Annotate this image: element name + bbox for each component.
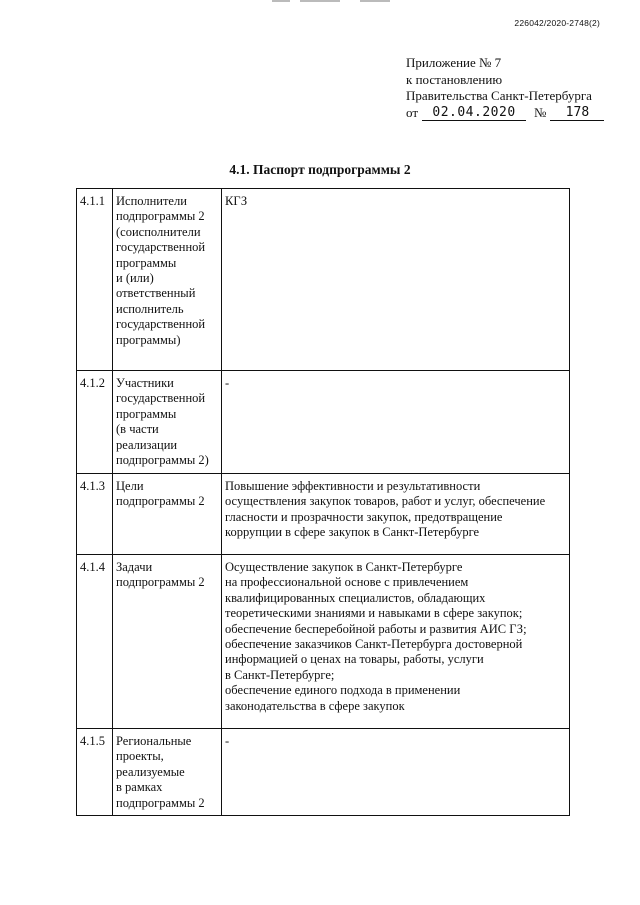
appendix-title: Приложение № 7 — [406, 55, 502, 70]
number-prefix: № — [534, 104, 547, 120]
resolution-number: 178 — [550, 106, 604, 121]
row-name: Исполнители подпрограммы 2 (соисполнители государственной программы и (или) ответственный исполнитель государственной программы) — [113, 189, 222, 371]
table-row — [77, 371, 570, 474]
appendix-resolution: к постановлению — [406, 71, 503, 87]
row-value: Осуществление закупок в Санкт-Петербурге на профессиональной основе с привлечением квалифицированных специалистов, обладающих теоретическими знаниями и навыками в сфере закупок; обеспечение бесперебойной работы и развития АИС ГЗ; обеспечение заказчиков Санкт-Петербурга достоверной информацией о ценах на товары, работы, услуги в Санкт-Петербурге; обеспечение единого подхода в применении законодательства в сфере закупок — [222, 555, 570, 729]
table-row — [77, 189, 570, 371]
row-value: - — [222, 729, 570, 816]
row-number: 4.1.5 — [77, 729, 113, 816]
appendix-government: Правительства Санкт-Петербурга — [406, 88, 592, 103]
row-value: КГЗ — [222, 189, 570, 371]
row-name: Задачи подпрограммы 2 — [113, 555, 222, 729]
row-number: 4.1.2 — [77, 371, 113, 474]
page-title: 4.1. Паспорт подпрограммы 2 — [229, 162, 411, 177]
row-name: Региональные проекты, реализуемые в рамках подпрограммы 2 — [113, 729, 222, 816]
document-registration-number: 226042/2020-2748(2) — [514, 18, 600, 28]
row-number: 4.1.1 — [77, 189, 113, 371]
appendix-block — [406, 55, 606, 121]
row-value: Повышение эффективности и результативности осуществления закупок товаров, работ и услуг, обеспечение гласности и прозрачности закупок, предотвращение коррупции в сфере закупок в Санкт-Петербурге — [222, 474, 570, 555]
scan-top-artifact — [0, 0, 640, 6]
table-row — [77, 474, 570, 555]
row-value: - — [222, 371, 570, 474]
row-name: Цели подпрограммы 2 — [113, 474, 222, 555]
row-number: 4.1.3 — [77, 474, 113, 555]
row-number: 4.1.4 — [77, 555, 113, 729]
date-prefix: от — [406, 104, 419, 120]
appendix-date-line — [406, 105, 606, 122]
row-name: Участники государственной программы (в части реализации подпрограммы 2) — [113, 371, 222, 474]
resolution-date: 02.04.2020 — [422, 106, 526, 121]
table-row — [77, 555, 570, 729]
table-row — [77, 729, 570, 816]
passport-table — [76, 188, 570, 816]
